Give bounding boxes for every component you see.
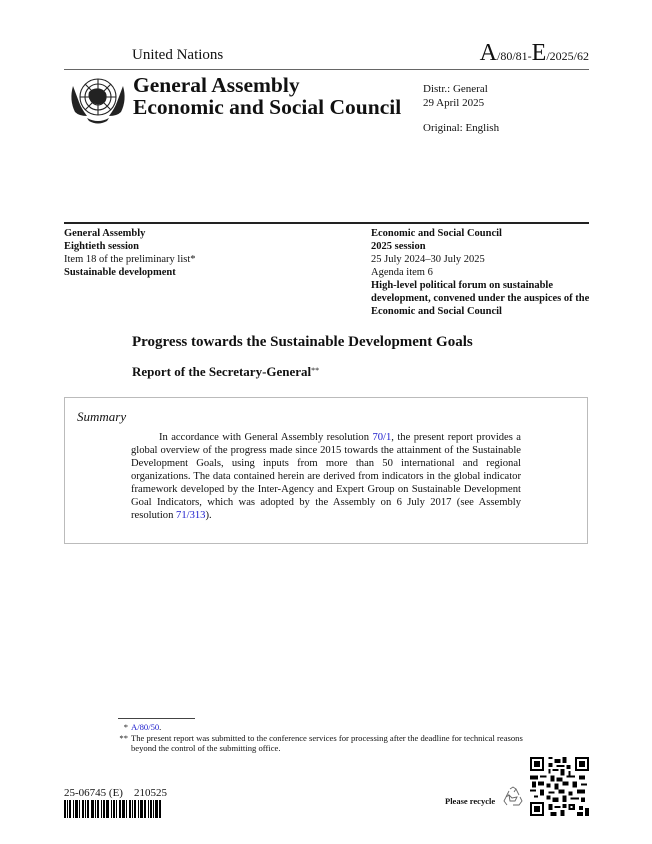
symbol-a-letter: A [479,40,497,66]
organization-name: United Nations [132,47,224,63]
body-general-assembly: General Assembly [133,73,300,97]
symbol-e-letter: E [531,40,547,66]
recycle-label: Please recycle [445,796,496,806]
barcode-icon [64,800,178,818]
footnote-2 [114,733,534,754]
document-title: Progress towards the Sustainable Development Goals [132,334,473,350]
ga-session-info [64,227,354,279]
footnote-rule [118,718,195,719]
ecosoc-body: Economic and Social Council [371,228,502,239]
symbol-a-ref: /80/81- [496,49,532,63]
footnotes [114,722,534,754]
footnote-text: . [159,722,162,732]
ecosoc-topic: High-level political forum on sustainable development, convened under the auspices of the Economic and Social Council [371,280,590,317]
ecosoc-session-info [371,227,596,318]
footnote-a-80-50-link[interactable]: A/80/50 [131,722,160,732]
document-subtitle [132,364,319,380]
footnote-1 [114,722,534,733]
ga-topic: Sustainable development [64,267,176,278]
recycle-icon [503,786,523,808]
summary-text-part: In accordance with General Assembly resolution [159,432,373,443]
original-language: Original: English [423,122,500,134]
ecosoc-session: 2025 session [371,241,426,252]
summary-text-part: ). [205,510,212,521]
ga-session: Eightieth session [64,241,139,252]
issuing-bodies [133,74,401,118]
distribution-info [423,82,499,135]
session-rule [64,222,589,224]
summary-label: Summary [77,409,127,424]
document-number: 25-06745 (E) 210525 [64,787,167,799]
resolution-71-313-link[interactable]: 71/313 [176,510,206,521]
issue-date: 29 April 2025 [423,97,485,109]
header-rule [64,69,589,70]
resolution-70-1-link[interactable]: 70/1 [372,432,392,443]
ecosoc-agenda: Agenda item 6 [371,267,433,278]
body-ecosoc: Economic and Social Council [133,95,402,119]
ga-item: Item 18 of the preliminary list* [64,254,196,265]
symbol-e-ref: /2025/62 [546,49,589,63]
subtitle-text: Report of the Secretary-General [132,364,312,379]
summary-text-part: , the present report provides a global overview of the progress made since 2015 towards the attainment of the Sustainable Development Goals, using inputs from more than 50 international and regional organizations. The data contained herein are derived from indicators in the global indicator framework developed by the Inter-Agency and Expert Group on Sustainable Development Goal Indicators, which was adopted by the Assembly on 6 July 2017 (see Assembly resolution [131,432,521,521]
footnote-mark: ** [119,732,128,743]
footnote-text: The present report was submitted to the conference services for processing after the deadline for technical reasons beyond the control of the submitting office. [131,732,523,753]
document-symbol [480,40,589,67]
subtitle-footnote-mark: ** [311,366,320,375]
qr-code-icon [530,757,589,816]
distribution: Distr.: General [423,83,488,95]
ecosoc-dates: 25 July 2024–30 July 2025 [371,254,485,265]
summary-text [131,431,521,522]
ga-body: General Assembly [64,228,146,239]
footnote-mark: * [123,722,128,732]
un-emblem-icon [67,72,129,128]
